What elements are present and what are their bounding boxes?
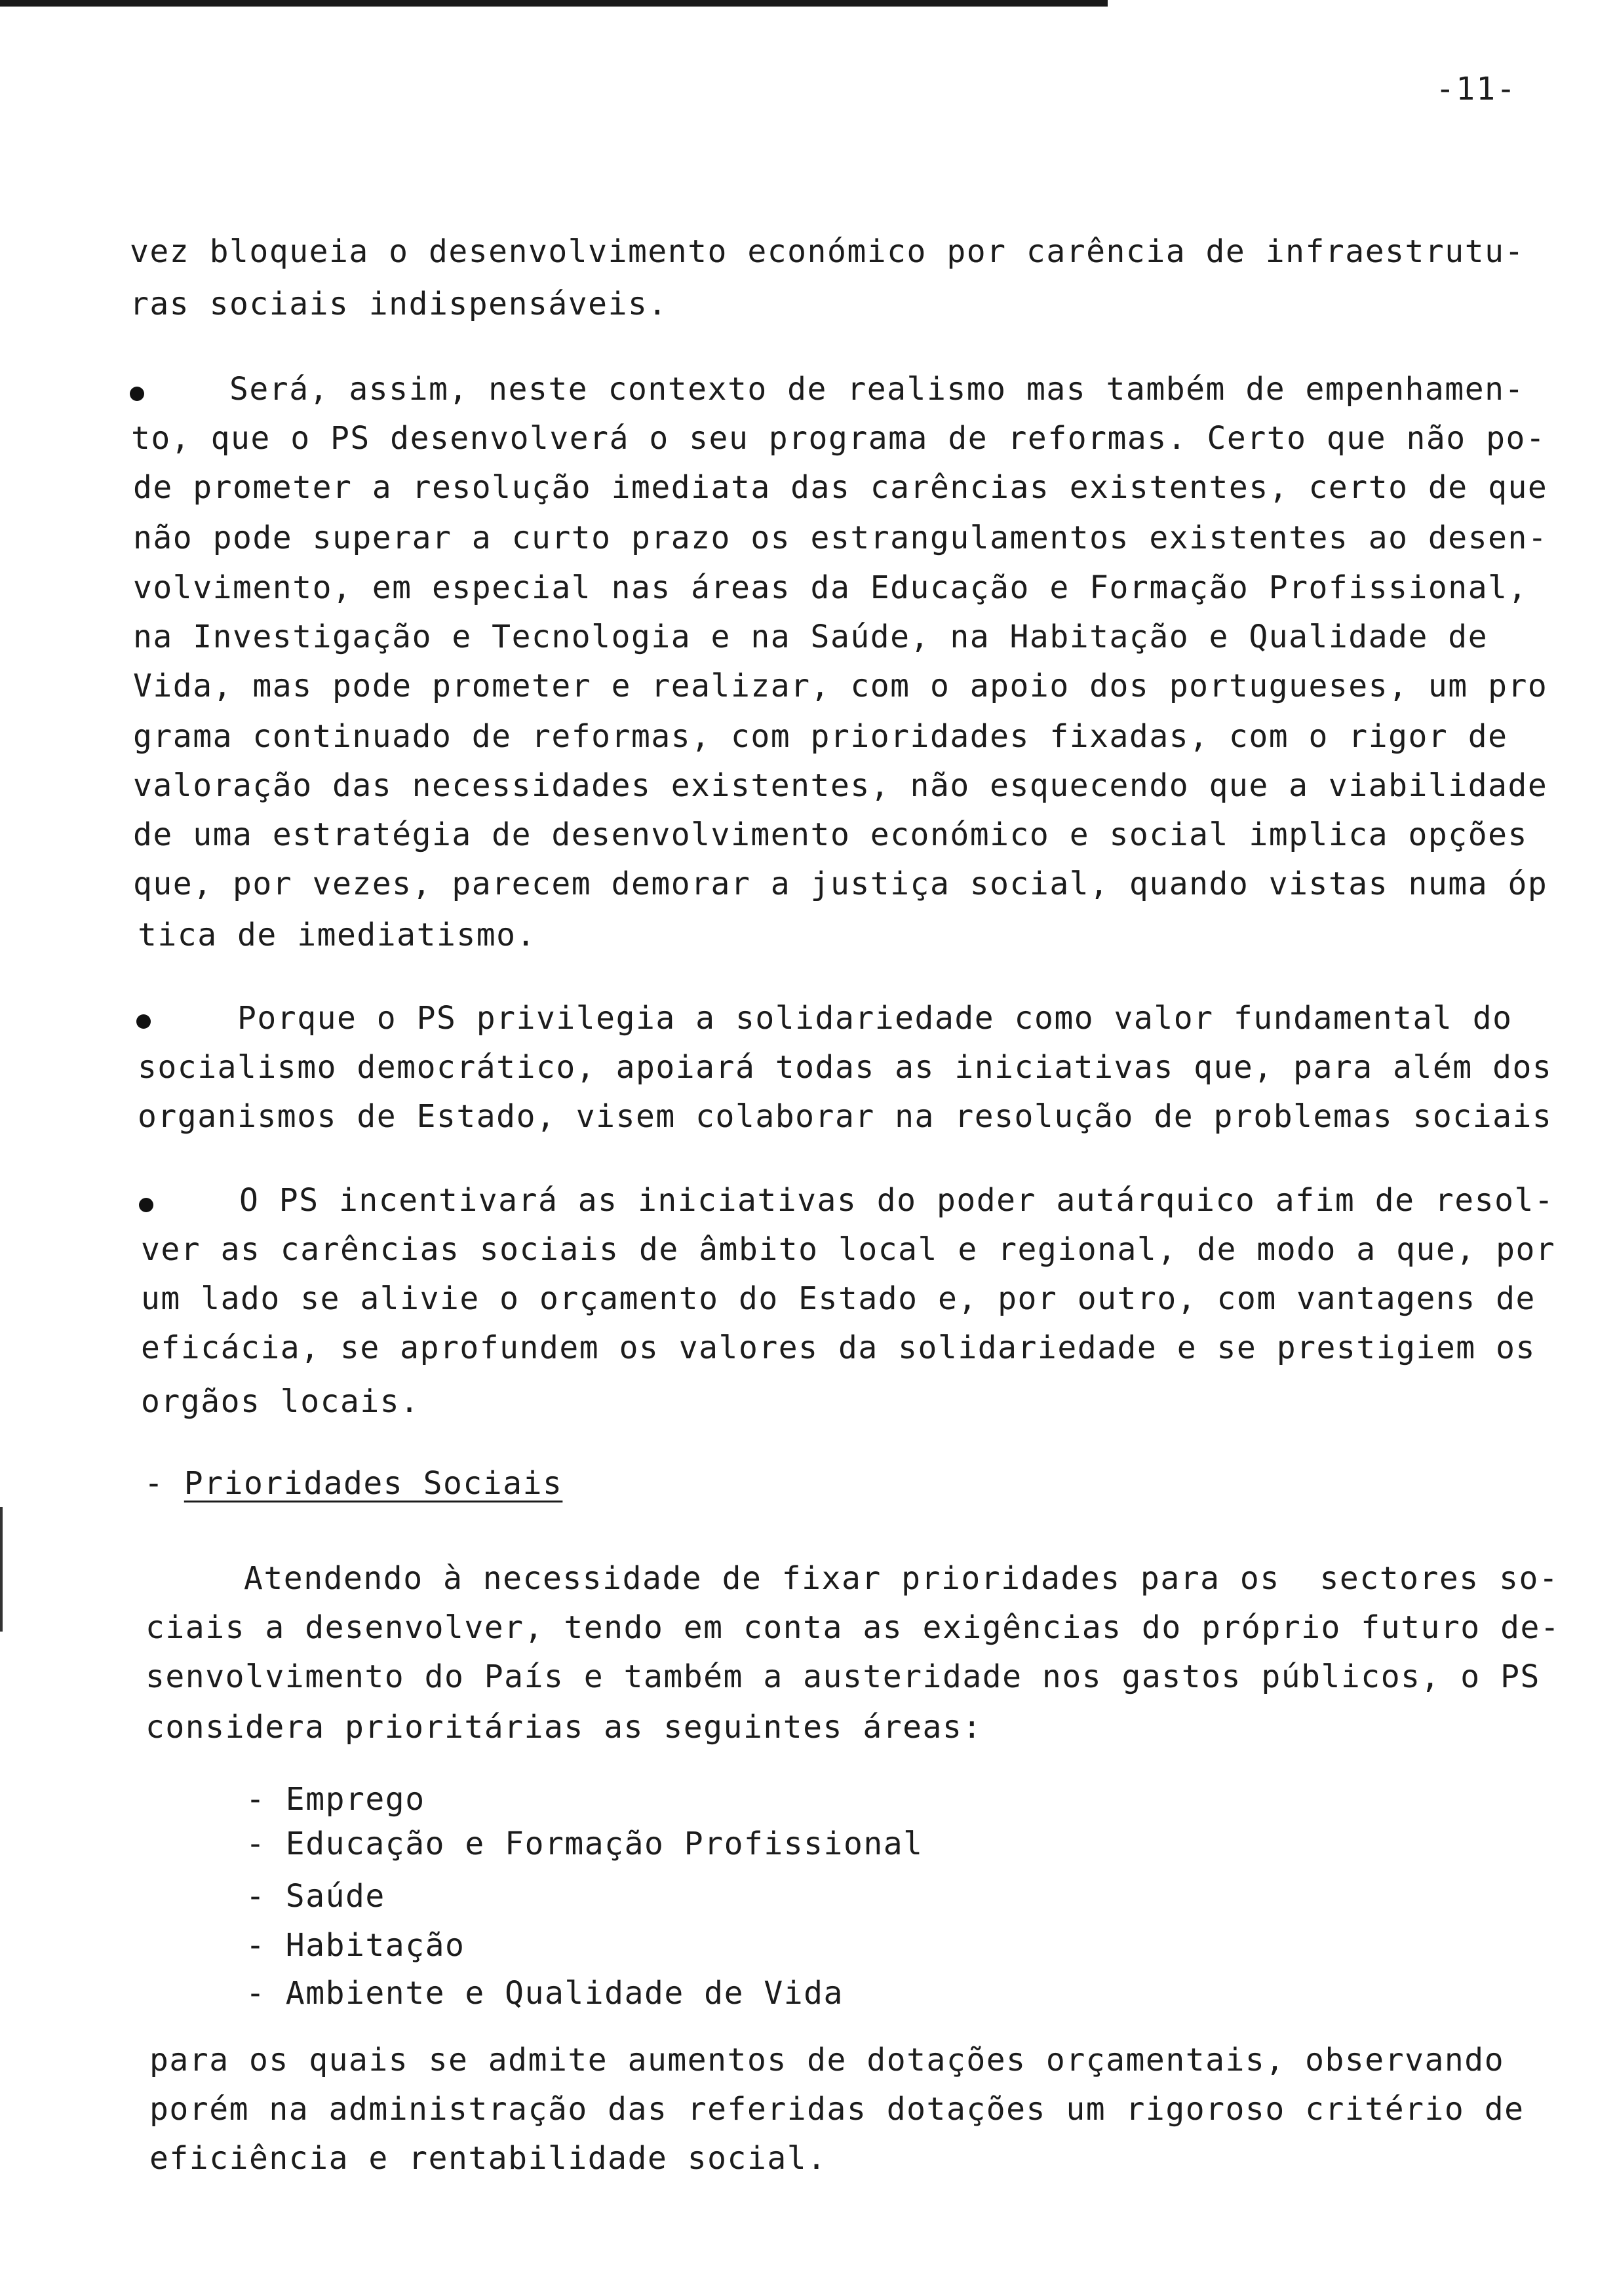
text-line: socialismo democrático, apoiará todas as iniciativas que, para além dos	[138, 1049, 1553, 1086]
text-line: ras sociais indispensáveis.	[130, 286, 668, 322]
text-line: volvimento, em especial nas áreas da Educação e Formação Profissional,	[133, 569, 1528, 606]
text-line: um lado se alivie o orçamento do Estado e, por outro, com vantagens de	[141, 1280, 1536, 1317]
text-line: considera prioritárias as seguintes áreas:	[146, 1709, 983, 1746]
list-item: - Saúde	[246, 1878, 385, 1915]
text-line: porém na administração das referidas dotações um rigoroso critério de	[149, 2091, 1525, 2128]
text-line: O PS incentivará as iniciativas do poder autárquico afim de resol-	[239, 1182, 1555, 1219]
text-line: na Investigação e Tecnologia e na Saúde, na Habitação e Qualidade de	[133, 619, 1489, 655]
page-number: -11-	[1435, 71, 1517, 107]
heading-title: Prioridades Sociais	[184, 1465, 563, 1502]
text-line: grama continuado de reformas, com prioridades fixadas, com o rigor de	[133, 718, 1508, 755]
list-item: - Educação e Formação Profissional	[246, 1826, 924, 1862]
bullet-icon	[130, 387, 144, 401]
list-item: - Ambiente e Qualidade de Vida	[246, 1975, 844, 2012]
text-line: de uma estratégia de desenvolvimento económico e social implica opções	[133, 816, 1528, 853]
text-line: ciais a desenvolver, tendo em conta as exigências do próprio futuro de-	[146, 1609, 1561, 1646]
text-line: Atendendo à necessidade de fixar prioridades para os sectores so-	[244, 1560, 1559, 1597]
text-line: orgãos locais.	[141, 1383, 420, 1420]
text-line: Será, assim, neste contexto de realismo mas também de empenhamen-	[229, 371, 1525, 408]
text-line: eficiência e rentabilidade social.	[149, 2140, 827, 2177]
text-line: não pode superar a curto prazo os estrangulamentos existentes ao desen-	[133, 520, 1548, 556]
scan-top-edge	[0, 0, 1108, 7]
text-line: que, por vezes, parecem demorar a justiça social, quando vistas numa óp	[133, 866, 1548, 902]
text-line: para os quais se admite aumentos de dotações orçamentais, observando	[149, 2042, 1505, 2078]
text-line: senvolvimento do País e também a austeridade nos gastos públicos, o PS	[146, 1658, 1540, 1695]
text-line: tica de imediatismo.	[138, 917, 536, 953]
text-line: to, que o PS desenvolverá o seu programa de reformas. Certo que não po-	[131, 420, 1546, 457]
text-line: valoração das necessidades existentes, não esquecendo que a viabilidade	[133, 767, 1548, 804]
bullet-icon	[139, 1198, 153, 1212]
list-item: - Habitação	[246, 1927, 465, 1964]
text-line: ver as carências sociais de âmbito local e regional, de modo a que, por	[141, 1231, 1556, 1268]
text-line: eficácia, se aprofundem os valores da solidariedade e se prestigiem os	[141, 1330, 1536, 1366]
text-line: Vida, mas pode prometer e realizar, com o apoio dos portugueses, um pro	[133, 668, 1548, 704]
heading-dash: -	[144, 1465, 184, 1502]
list-item: - Emprego	[246, 1781, 425, 1818]
text-line: vez bloqueia o desenvolvimento económico por carência de infraestrutu-	[130, 233, 1525, 270]
text-line: de prometer a resolução imediata das carências existentes, certo de que	[133, 469, 1548, 506]
text-line: organismos de Estado, visem colaborar na resolução de problemas sociais	[138, 1098, 1553, 1135]
text-line: Porque o PS privilegia a solidariedade como valor fundamental do	[237, 1000, 1513, 1037]
scan-margin-mark	[0, 1507, 3, 1632]
bullet-icon	[136, 1014, 151, 1029]
section-heading	[144, 1465, 563, 1502]
